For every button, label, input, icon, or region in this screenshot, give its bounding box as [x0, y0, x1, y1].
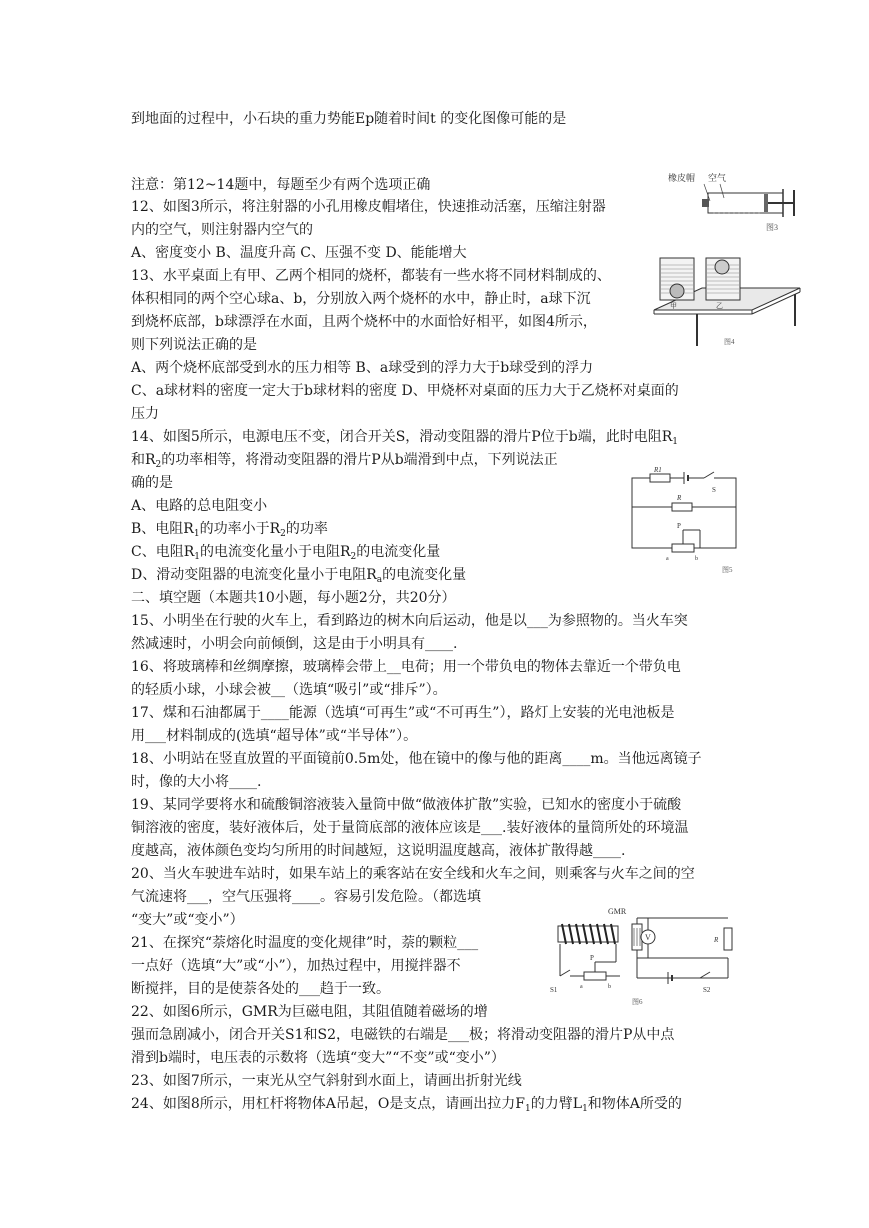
ball-b	[715, 260, 729, 274]
subscript: 1	[582, 1104, 588, 1114]
line-text: 的轻质小球，小球会被__（选填“吸引”或“排斥”）。	[131, 682, 447, 698]
text-line	[131, 681, 447, 699]
label-gmr: GMR	[608, 907, 627, 916]
text-line	[131, 198, 606, 216]
line-text: 铜溶液的密度，装好液体后，处于量筒底部的液体应该是___.装好液体的量筒所处的环境温	[131, 820, 689, 836]
line-text: 的功率相等，将滑动变阻器的滑片P从b端滑到中点，下列说法正	[161, 452, 558, 468]
line-text: C、电阻R	[131, 544, 195, 560]
text-line	[131, 405, 159, 423]
line-text: 滑到b端时，电压表的示数将（选填“变大”“不变”或“变小”）	[131, 1050, 505, 1066]
subscript: 2	[350, 552, 357, 562]
line-text: 时，像的大小将____.	[131, 774, 262, 790]
text-line	[131, 1072, 522, 1090]
line-text: C、a球材料的密度一定大于b球材料的密度 D、甲烧杯对桌面的压力大于乙烧杯对桌面的	[131, 383, 679, 399]
subscript: 2	[155, 460, 162, 470]
line-text: 的电流变化量	[382, 567, 467, 583]
text-line	[131, 658, 681, 676]
label-a: a	[666, 556, 669, 562]
line-text: 19、某同学要将水和硫酸铜溶液装入量筒中做“做液体扩散”实验，已知水的密度小于硫酸	[131, 797, 682, 813]
line-text: 的电流变化量小于电阻R	[200, 544, 351, 560]
text-line	[131, 704, 674, 722]
line-text: 20、当火车驶进车站时，如果车站上的乘客站在安全线和火车之间，则乘客与火车之间的空	[131, 866, 695, 882]
label-rubber-cap: 橡皮帽	[668, 173, 696, 183]
label-yi: 乙	[716, 302, 723, 310]
line-text: 18、小明站在竖直放置的平面镜前0.5m处，他在镜中的像与他的距离____m。当他远离镜子	[131, 751, 702, 767]
line-text: 12、如图3所示，将注射器的小孔用橡皮帽堵住，快速推动活塞，压缩注射器	[131, 199, 606, 215]
switch-s2	[700, 972, 710, 978]
subscript: 1	[672, 437, 678, 447]
label-b: b	[608, 984, 611, 990]
text-line	[131, 819, 688, 837]
subscript: 1	[193, 529, 200, 539]
text-line	[131, 1049, 505, 1067]
label-s: S	[712, 486, 716, 494]
text-line	[131, 359, 593, 377]
text-line	[131, 176, 430, 194]
text-line	[131, 244, 467, 262]
label-a: a	[580, 984, 583, 990]
line-text: 度越高，液体颜色变均匀所用的时间越短，这说明温度越高，液体扩散得越____.	[131, 843, 626, 859]
figure-3-caption: 图3	[766, 223, 778, 232]
figure-3-syringe	[668, 168, 803, 234]
label-v: V	[645, 933, 651, 942]
subscript: a	[376, 575, 383, 585]
line-text: 则下列说法正确的是	[131, 337, 257, 353]
line-text: A、两个烧杯底部受到水的压力相等 B、a球受到的浮力大于b球受到的浮力	[131, 360, 594, 376]
line-text: 注意：第12~14题中，每题至少有两个选项正确	[131, 177, 431, 193]
line-text: 二、填空题（本题共10小题，每小题2分，共20分）	[131, 590, 456, 606]
figure-5-circuit	[624, 466, 744, 576]
text-line	[131, 865, 695, 883]
line-text: 21、在探究“萘熔化时温度的变化规律”时，萘的颗粒___	[131, 935, 479, 951]
text-line	[131, 543, 440, 566]
figure-4-beakers	[652, 248, 802, 348]
text-line	[131, 612, 688, 630]
line-text: 用___材料制成的(选填“超导体”或“半导体”）。	[131, 728, 418, 744]
subscript: 2	[280, 529, 286, 539]
circuit-frame	[632, 478, 736, 548]
label-s1: S1	[550, 986, 558, 994]
line-text: 内的空气，则注射器内空气的	[131, 222, 313, 238]
text-line	[131, 566, 466, 589]
line-text: 的功率小于R	[199, 521, 281, 537]
resistor-r1	[650, 474, 670, 482]
text-line	[131, 842, 625, 860]
text-line	[131, 1003, 488, 1021]
text-line	[131, 428, 678, 451]
text-line	[131, 267, 611, 285]
line-text: B、电阻R	[131, 521, 194, 537]
line-text: 然减速时，小明会向前倾倒，这是由于小明具有____.	[131, 636, 458, 652]
text-line	[131, 313, 597, 331]
line-text: 一点好（选填“大”或“小”），加热过程中，用搅拌器不	[131, 958, 461, 974]
line-text: 17、煤和石油都属于____能源（选填“可再生”或“不可再生”），路灯上安装的光电池板是	[131, 705, 675, 721]
line-text: 和R	[131, 452, 156, 468]
text-line	[131, 382, 679, 400]
rheostat	[672, 544, 694, 552]
text-line	[131, 336, 257, 354]
figure-4-caption: 图4	[724, 338, 735, 346]
line-text: 24、如图8所示，用杠杆将物体A吊起，O是支点，请画出拉力F	[131, 1096, 526, 1112]
label-p: P	[590, 954, 594, 962]
line-text: 体积相同的两个空心球a、b，分别放入两个烧杯的水中，静止时，a球下沉	[131, 291, 591, 307]
text-line	[131, 957, 461, 975]
line-text: 的电流变化量	[356, 544, 441, 560]
label-jia: 甲	[670, 302, 677, 310]
figure-5-caption: 图5	[722, 566, 733, 574]
text-line	[131, 911, 244, 929]
text-line	[131, 520, 328, 543]
text-line	[131, 497, 267, 515]
subscript: 1	[525, 1104, 531, 1114]
line-text: 的功率	[285, 521, 328, 537]
resistor-r2	[672, 503, 692, 511]
line-text: A、电路的总电阻变小	[131, 498, 268, 514]
text-line	[131, 1095, 682, 1118]
text-line	[131, 888, 481, 906]
text-line	[131, 796, 681, 814]
line-text: 22、如图6所示，GMR为巨磁电阻，其阻值随着磁场的增	[131, 1004, 488, 1020]
line-text: 强而急剧减小，闭合开关S1和S2，电磁铁的右端是___极；将滑动变阻器的滑片P从中点	[131, 1027, 675, 1043]
line-text: 和物体A所受的	[587, 1096, 682, 1112]
text-line	[131, 474, 173, 492]
text-line	[131, 773, 261, 791]
text-line	[131, 451, 558, 474]
text-line	[131, 1026, 674, 1044]
text-line	[131, 727, 417, 745]
figure-6-caption: 图6	[632, 998, 643, 1006]
line-text: 16、将玻璃棒和丝绸摩擦，玻璃棒会带上__电荷；用一个带负电的物体去靠近一个带负电	[131, 659, 681, 675]
ball-a	[670, 284, 684, 298]
text-line	[131, 980, 390, 998]
label-air: 空气	[708, 173, 727, 183]
line-text: 断搅拌，目的是使萘各处的___趋于一致。	[131, 981, 390, 997]
rubber-cap-shape	[702, 199, 709, 207]
label-r: R	[714, 936, 719, 944]
line-text: 到烧杯底部，b球漂浮在水面，且两个烧杯中的水面恰好相平，如图4所示，	[131, 314, 597, 330]
text-line	[131, 934, 478, 952]
piston	[764, 194, 768, 212]
label-b: b	[695, 556, 698, 562]
label-r1: R1	[654, 466, 662, 474]
label-s2: S2	[703, 986, 711, 994]
line-text: A、密度变小 B、温度升高 C、压强不变 D、能能增大	[131, 245, 467, 261]
label-r2: R	[677, 494, 682, 502]
line-text: “变大”或“变小”）	[131, 912, 244, 928]
text-line	[131, 750, 702, 768]
text-line	[131, 635, 457, 653]
line-text: 15、小明坐在行驶的火车上，看到路边的树木向后运动，他是以___为参照物的。当火车突	[131, 613, 688, 629]
line-text: D、滑动变阻器的电流变化量小于电阻R	[131, 567, 377, 583]
subscript: 1	[194, 552, 200, 562]
line-text: 23、如图7所示，一束光从空气斜射到水面上，请画出折射光线	[131, 1073, 522, 1089]
text-line	[131, 290, 591, 308]
line-text: 确的是	[131, 475, 173, 491]
electromagnet-core	[558, 926, 618, 942]
line-text: 13、水平桌面上有甲、乙两个相同的烧杯，都装有一些水将不同材料制成的、	[131, 268, 611, 284]
line-text: 气流速将___，空气压强将____。容易引发危险。（都选填	[131, 889, 481, 905]
figure-6-gmr-circuit	[540, 900, 740, 1010]
line-text: 的力臂L	[530, 1096, 583, 1112]
label-p: P	[677, 522, 681, 530]
line-text: 到地面的过程中，小石块的重力势能Ep随着时间t 的变化图像可能的是	[131, 111, 567, 127]
line-text: 14、如图5所示，电源电压不变，闭合开关S，滑动变阻器的滑片P位于b端，此时电阻R	[131, 429, 673, 445]
text-line	[131, 110, 566, 128]
text-line	[131, 221, 313, 239]
section-heading	[131, 589, 456, 607]
rheostat	[584, 972, 606, 980]
resistor-r	[724, 928, 732, 950]
leader-line	[720, 184, 724, 198]
line-text: 压力	[131, 406, 159, 422]
switch-s1	[560, 970, 570, 976]
